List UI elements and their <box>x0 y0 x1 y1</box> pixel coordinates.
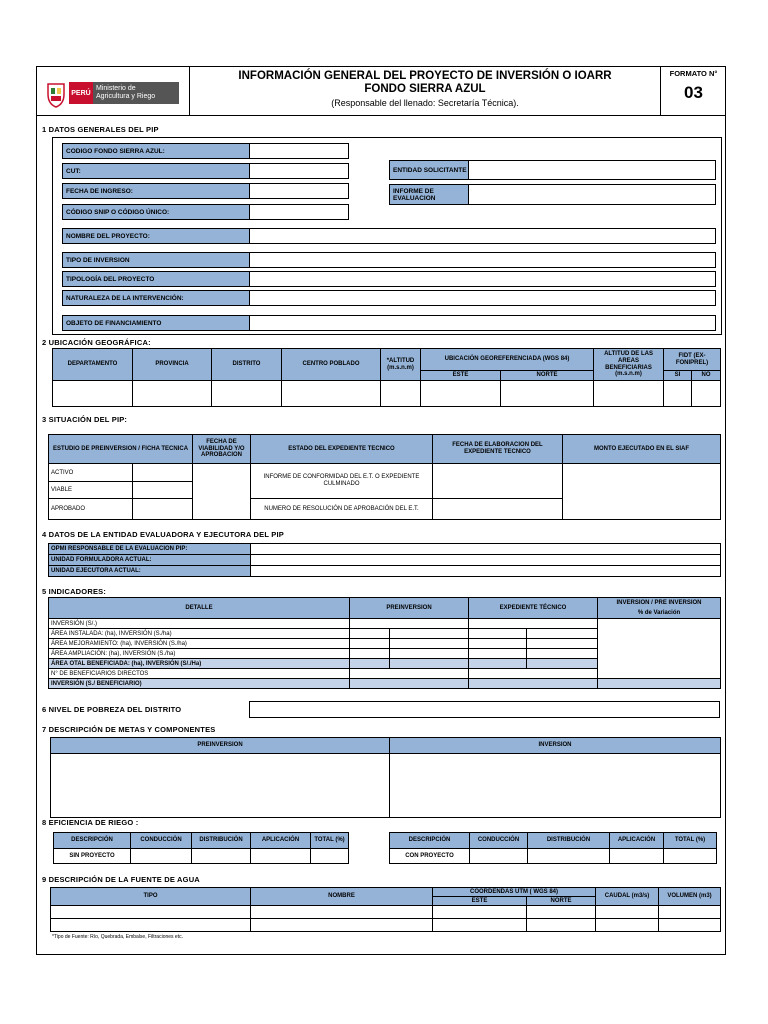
col-distrito: DISTRITO <box>212 349 282 381</box>
objeto-label: OBJETO DE FINANCIAMIENTO <box>62 315 250 331</box>
title-line-1: INFORMACIÓN GENERAL DEL PROYECTO DE INVERSIÓN O IOARR <box>238 70 612 82</box>
cell[interactable] <box>51 919 251 932</box>
col-provincia: PROVINCIA <box>133 349 212 381</box>
cell[interactable] <box>527 906 596 919</box>
ministry-logo <box>45 78 179 110</box>
cell[interactable] <box>350 629 390 639</box>
table-row <box>53 381 721 407</box>
opmi-input[interactable] <box>251 544 721 555</box>
cell[interactable] <box>251 919 433 932</box>
tipologia-input[interactable] <box>249 271 716 287</box>
cell[interactable] <box>659 906 721 919</box>
cell[interactable] <box>469 679 598 689</box>
cell[interactable] <box>390 659 469 669</box>
cell[interactable] <box>350 679 469 689</box>
section-5-title: 5 INDICADORES: <box>42 587 107 596</box>
naturaleza-input[interactable] <box>249 290 716 306</box>
cut-input[interactable] <box>249 163 349 179</box>
format-box <box>660 66 726 116</box>
cell[interactable] <box>251 906 433 919</box>
col-descripcion: DESCRIPCIÓN <box>390 833 470 849</box>
cell[interactable] <box>469 639 527 649</box>
ministry-name-box <box>93 82 179 104</box>
col-georef: UBICACIÓN GEOREFERENCIADA (WGS 84) <box>421 349 594 371</box>
metas-preinversion-input[interactable] <box>51 754 390 818</box>
ind-row-1: ÁREA INSTALADA: (ha), INVERSIÓN (S./ha) <box>49 629 350 639</box>
ubicacion-table <box>52 348 721 407</box>
format-number: 03 <box>684 83 703 102</box>
pobreza-input[interactable] <box>249 701 720 718</box>
col-aplicacion: APLICACIÓN <box>610 833 664 849</box>
opmi-label: OPMI RESPONSABLE DE LA EVALUACION PIP: <box>49 544 251 555</box>
cell[interactable] <box>594 381 664 407</box>
cell[interactable] <box>131 849 192 864</box>
cell[interactable] <box>598 619 721 679</box>
estado-conformidad: INFORME DE CONFORMIDAD DEL E.T. O EXPEDIENTE CULMINADO <box>251 464 433 499</box>
cell[interactable] <box>133 381 212 407</box>
cell[interactable] <box>527 649 598 659</box>
title-line-2: FONDO SIERRA AZUL <box>364 83 486 95</box>
fecha-ingreso-input[interactable] <box>249 183 349 199</box>
cell[interactable] <box>133 464 193 482</box>
cell[interactable] <box>527 659 598 669</box>
col-departamento: DEPARTAMENTO <box>53 349 133 381</box>
cell[interactable] <box>51 906 251 919</box>
col-norte: NORTE <box>501 371 594 381</box>
col-este: ESTE <box>433 897 527 906</box>
header-bottom-rule <box>190 115 660 116</box>
row-aprobado: APROBADO <box>49 499 133 520</box>
cell[interactable] <box>433 464 563 499</box>
col-fecha-elaboracion: FECHA DE ELABORACION DEL EXPEDIENTE TECNICO <box>433 435 563 464</box>
form-subtitle: (Responsable del llenado: Secretaría Técnica). <box>331 98 519 108</box>
eficiencia-con-table <box>389 832 717 864</box>
section-2-title: 2 UBICACIÓN GEOGRÁFICA: <box>42 338 151 347</box>
cell[interactable] <box>469 649 527 659</box>
cut-label: CUT: <box>62 163 250 179</box>
uf-input[interactable] <box>251 555 721 566</box>
col-estado-et: ESTADO DEL EXPEDIENTE TECNICO <box>251 435 433 464</box>
form-title <box>190 70 660 110</box>
col-nombre: NOMBRE <box>251 888 433 906</box>
nombre-input[interactable] <box>249 228 716 244</box>
estado-resolucion: NUMERO DE RESOLUCIÓN DE APROBACIÓN DEL E.T. <box>251 499 433 520</box>
table-row <box>51 906 721 919</box>
col-norte: NORTE <box>527 897 596 906</box>
cell[interactable] <box>311 849 349 864</box>
metas-table <box>50 737 721 818</box>
entidad-label: ENTIDAD SOLICITANTE <box>389 160 469 180</box>
entidad-table <box>48 543 721 577</box>
col-distribucion: DISTRIBUCIÓN <box>192 833 251 849</box>
col-aplicacion: APLICACIÓN <box>251 833 311 849</box>
cell[interactable] <box>469 629 527 639</box>
cell[interactable] <box>390 629 469 639</box>
cell[interactable] <box>350 649 390 659</box>
cell[interactable] <box>469 619 598 629</box>
col-fecha-viabilidad: FECHA DE VIABILIDAD Y/O APROBACION <box>193 435 251 464</box>
cell[interactable] <box>469 669 598 679</box>
peru-badge: PERÚ <box>69 82 93 104</box>
cell[interactable] <box>192 849 251 864</box>
cell[interactable] <box>433 919 527 932</box>
section-8-title: 8 EFICIENCIA DE RIEGO : <box>42 818 139 827</box>
ind-row-3: ÁREA AMPLIACIÓN: (ha), INVERSIÓN (S./ha) <box>49 649 350 659</box>
con-proyecto-label: CON PROYECTO <box>390 849 470 864</box>
snip-input[interactable] <box>249 204 349 220</box>
informe-input[interactable] <box>468 184 716 205</box>
col-monto-siaf: MONTO EJECUTADO EN EL SIAF <box>563 435 721 464</box>
ue-label: UNIDAD EJECUTORA ACTUAL: <box>49 566 251 577</box>
cell[interactable] <box>469 659 527 669</box>
col-expediente: EXPEDIENTE TÉCNICO <box>469 598 598 619</box>
cell[interactable] <box>282 381 381 407</box>
cell[interactable] <box>527 629 598 639</box>
col-metas-inversion: INVERSION <box>390 738 721 754</box>
col-tipo: TIPO <box>51 888 251 906</box>
cell[interactable] <box>596 919 659 932</box>
variacion-line-1: INVERSION / PRE INVERSION <box>616 599 702 606</box>
col-si: SI <box>664 371 692 381</box>
entidad-input[interactable] <box>468 160 716 180</box>
cell[interactable] <box>596 906 659 919</box>
col-altitud: *ALTITUD (m.s.n.m) <box>381 349 421 381</box>
cell[interactable] <box>433 906 527 919</box>
col-no: NO <box>692 371 721 381</box>
cell[interactable] <box>350 619 469 629</box>
row-viable: VIABLE <box>49 482 133 499</box>
col-altitud-areas: ALTITUD DE LAS AREAS BENEFICIARIAS (m.s.n.m) <box>594 349 664 381</box>
sin-proyecto-label: SIN PROYECTO <box>54 849 131 864</box>
cell[interactable] <box>528 849 610 864</box>
ind-row-2: ÁREA MEJORAMIENTO: (ha), INVERSIÓN (S./ha) <box>49 639 350 649</box>
uf-label: UNIDAD FORMULADORA ACTUAL: <box>49 555 251 566</box>
cell[interactable] <box>470 849 528 864</box>
metas-inversion-input[interactable] <box>390 754 721 818</box>
section-6-title: 6 NIVEL DE POBREZA DEL DISTRITO <box>42 705 182 714</box>
col-coordenadas: COORDENDAS UTM ( WGS 84) <box>433 888 596 897</box>
section-4-title: 4 DATOS DE LA ENTIDAD EVALUADORA Y EJECUTORA DEL PIP <box>42 530 284 539</box>
cell[interactable] <box>390 639 469 649</box>
cell[interactable] <box>501 381 594 407</box>
section-3-title: 3 SITUACIÓN DEL PIP: <box>42 415 128 424</box>
ministry-line-2: Agricultura y Riego <box>96 93 156 100</box>
cell[interactable] <box>692 381 721 407</box>
tipo-inversion-input[interactable] <box>249 252 716 268</box>
fecha-ingreso-label: FECHA DE INGRESO: <box>62 183 250 199</box>
variacion-line-2: % de Variación <box>637 609 681 616</box>
col-variacion <box>598 598 721 619</box>
col-total: TOTAL (%) <box>664 833 717 849</box>
row-activo: ACTIVO <box>49 464 133 482</box>
cell[interactable] <box>251 849 311 864</box>
cell[interactable] <box>664 381 692 407</box>
cell[interactable] <box>212 381 282 407</box>
ue-input[interactable] <box>251 566 721 577</box>
ind-row-6: INVERSIÓN (S./ BENEFICIARIO) <box>49 679 350 689</box>
cell[interactable] <box>133 482 193 499</box>
section-9-title: 9 DESCRIPCIÓN DE LA FUENTE DE AGUA <box>42 875 200 884</box>
cell[interactable] <box>563 464 721 520</box>
col-volumen: VOLUMEN (m3) <box>659 888 721 906</box>
col-estudio: ESTUDIO DE PREINVERSION / FICHA TECNICA <box>49 435 193 464</box>
col-este: ESTE <box>421 371 501 381</box>
col-preinversion: PREINVERSION <box>350 598 469 619</box>
eficiencia-sin-table <box>53 832 349 864</box>
situacion-table <box>48 434 721 520</box>
col-total: TOTAL (%) <box>311 833 349 849</box>
ind-row-4: ÁREA OTAL BENEFICIADA: (ha), INVERSIÓN (S/./Ha) <box>49 659 350 669</box>
cell[interactable] <box>350 639 390 649</box>
fuente-agua-table <box>50 887 721 932</box>
nombre-label: NOMBRE DEL PROYECTO: <box>62 228 250 244</box>
naturaleza-label: NATURALEZA DE LA INTERVENCIÓN: <box>62 290 250 306</box>
codigo-input[interactable] <box>249 143 349 159</box>
cell[interactable] <box>598 679 721 689</box>
cell[interactable] <box>610 849 664 864</box>
indicadores-table <box>48 597 721 689</box>
col-distribucion: DISTRIBUCIÓN <box>528 833 610 849</box>
section-7-title: 7 DESCRIPCIÓN DE METAS Y COMPONENTES <box>42 725 216 734</box>
col-caudal: CAUDAL (m3/s) <box>596 888 659 906</box>
cell[interactable] <box>527 919 596 932</box>
col-centro-poblado: CENTRO POBLADO <box>282 349 381 381</box>
cell[interactable] <box>193 464 251 520</box>
cell[interactable] <box>664 849 717 864</box>
cell[interactable] <box>53 381 133 407</box>
format-label: FORMATO N° <box>669 69 718 78</box>
col-conduccion: CONDUCCIÓN <box>131 833 192 849</box>
cell[interactable] <box>133 499 193 520</box>
fuente-note: *Tipo de Fuente: Río, Quebrada, Embalse, Filtraciones etc. <box>52 934 183 940</box>
coat-of-arms-icon <box>45 80 67 108</box>
tipo-inversion-label: TIPO DE INVERSION <box>62 252 250 268</box>
objeto-input[interactable] <box>249 315 716 331</box>
col-detalle: DETALLE <box>49 598 350 619</box>
cell[interactable] <box>433 499 563 520</box>
ind-row-0: INVERSIÓN (S/.) <box>49 619 350 629</box>
cell[interactable] <box>390 649 469 659</box>
col-descripcion: DESCRIPCIÓN <box>54 833 131 849</box>
tipologia-label: TIPOLOGÍA DEL PROYECTO <box>62 271 250 287</box>
cell[interactable] <box>350 669 469 679</box>
cell[interactable] <box>659 919 721 932</box>
section-1-title: 1 DATOS GENERALES DEL PIP <box>42 125 159 134</box>
cell[interactable] <box>350 659 390 669</box>
cell[interactable] <box>527 639 598 649</box>
ind-row-5: N° DE BENEFICIARIOS DIRECTOS <box>49 669 350 679</box>
informe-label: INFORME DE EVALUACION <box>389 184 469 205</box>
cell[interactable] <box>421 381 501 407</box>
ministry-line-1: Ministerio de <box>96 85 136 92</box>
col-metas-preinversion: PREINVERSION <box>51 738 390 754</box>
cell[interactable] <box>381 381 421 407</box>
codigo-label: CODIGO FONDO SIERRA AZUL: <box>62 143 250 159</box>
table-row <box>51 919 721 932</box>
col-fidt: FIDT (EX-FONIPREL) <box>664 349 721 371</box>
snip-label: CÓDIGO SNIP O CÓDIGO ÚNICO: <box>62 204 250 220</box>
col-conduccion: CONDUCCIÓN <box>470 833 528 849</box>
